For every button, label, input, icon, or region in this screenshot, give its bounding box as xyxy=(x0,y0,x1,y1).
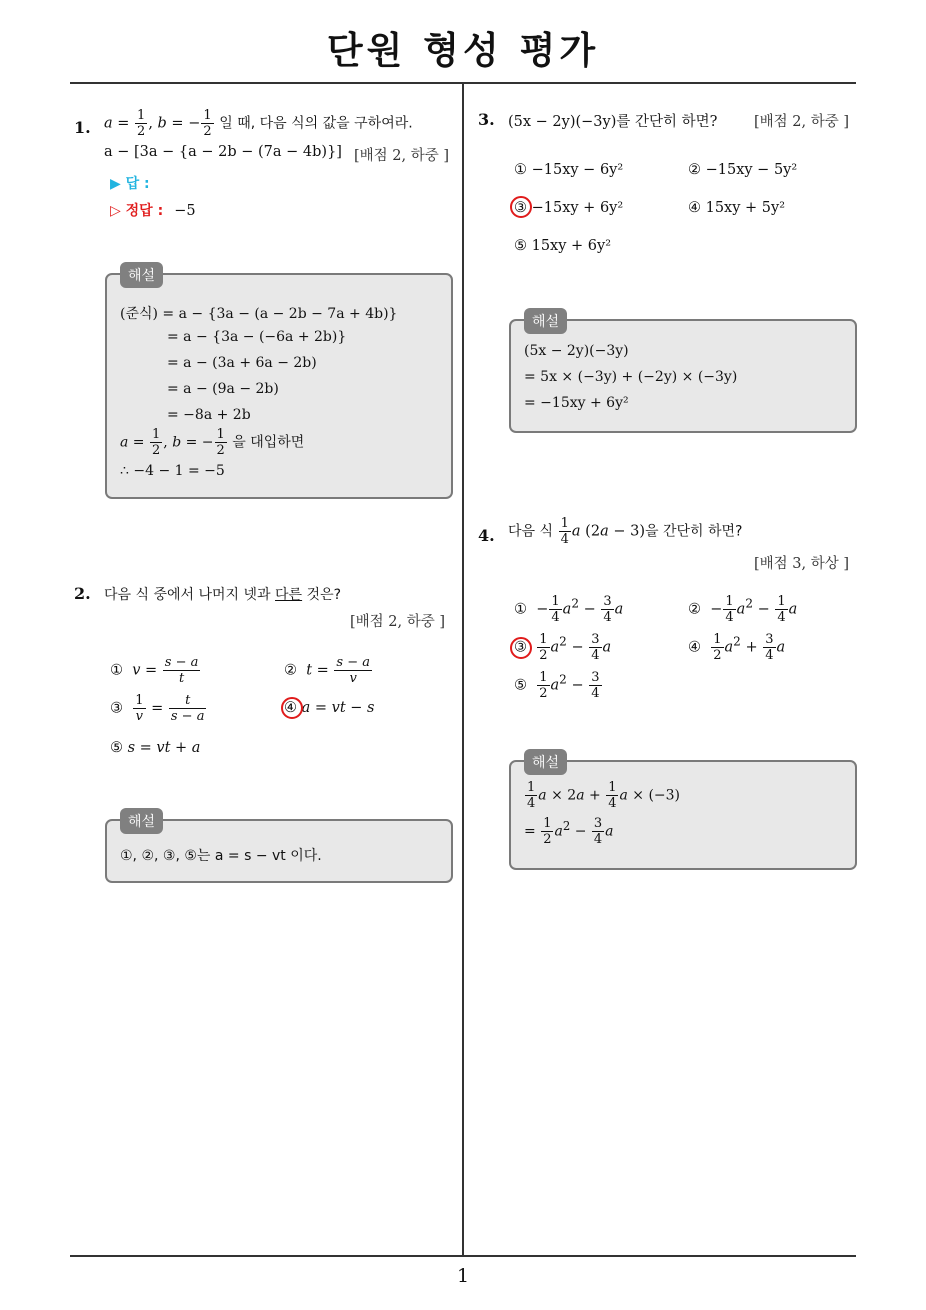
bottom-rule xyxy=(70,1255,856,1257)
q4-option-2: ② − $\frac{1}{4}$ $a^2$ − $\frac{1}{4}$ a xyxy=(688,594,798,625)
q2-option-3: ③ $\frac{1}{v}$ = $\frac{t}{s - a}$ xyxy=(110,693,205,724)
selected-answer-mark xyxy=(281,697,303,719)
question-1-expression: a − [3a − {a − 2b − (7a − 4b)}] xyxy=(104,144,342,160)
question-3-stem: (5x − 2y)(−3y)를 간단히 하면? xyxy=(508,114,718,130)
question-1-explanation-box xyxy=(105,273,453,499)
question-3-score: [배점 2, 하중 ] xyxy=(754,114,850,130)
q4-option-3: ③ $\frac{1}{2}$ $a^2$ − $\frac{3}{4}$ a xyxy=(514,632,612,663)
q2-option-2: ② t = $\frac{s - a}{v}$ xyxy=(284,655,371,686)
question-2-stem: 다음 식 중에서 나머지 넷과 다른 것은? xyxy=(104,587,342,603)
question-1-score: [배점 2, 하중 ] xyxy=(354,148,450,164)
question-1-number: 1. xyxy=(74,118,91,137)
q2-explain-line: ①, ②, ③, ⑤는 a = s − vt 이다. xyxy=(120,848,322,864)
explanation-tag: 해설 xyxy=(524,308,567,334)
correct-answer-label: ▷ 정답 : xyxy=(110,203,164,219)
q4-option-4: ④ $\frac{1}{2}$ $a^2$ + $\frac{3}{4}$ a xyxy=(688,632,786,663)
q1-explain-line: = a − (9a − 2b) xyxy=(167,381,279,397)
q3-explain-line: = −15xy + 6y² xyxy=(524,395,629,411)
q1-explain-line: = −8a + 2b xyxy=(167,407,251,423)
question-4-explanation-box xyxy=(509,760,857,870)
q2-option-5: ⑤ s = vt + a xyxy=(110,740,201,756)
explanation-tag: 해설 xyxy=(120,808,163,834)
q2-option-4: ④ a = vt − s xyxy=(284,700,375,716)
q1-explain-substitution: a = $\frac{1}{2}$ , b = − $\frac{1}{2}$ 을 대입하면 xyxy=(120,427,305,458)
correct-answer xyxy=(110,200,196,220)
q3-option-5: ⑤ 15xy + 6y² xyxy=(514,238,612,254)
question-1-stem: a = $\frac{1}{2}$ , b = − $\frac{1}{2}$ 일 때, 다음 식의 값을 구하여라. xyxy=(104,108,413,139)
question-3-explanation-box xyxy=(509,319,857,433)
q4-explain-line: $\frac{1}{4}$ a × 2a + $\frac{1}{4}$ a × (−3) xyxy=(527,780,681,811)
question-4-number: 4. xyxy=(478,526,495,545)
question-4-score: [배점 3, 하상 ] xyxy=(754,556,850,572)
question-3-number: 3. xyxy=(478,110,495,129)
q3-option-2: ② −15xy − 5y² xyxy=(688,162,798,178)
q1-explain-line: (준식) = a − {3a − (a − 2b − 7a + 4b)} xyxy=(120,306,398,322)
explanation-tag: 해설 xyxy=(524,749,567,775)
selected-answer-mark xyxy=(510,637,532,659)
page-title: 단원 형성 평가 xyxy=(326,29,600,72)
q2-option-1: ① v = $\frac{s - a}{t}$ xyxy=(110,655,199,686)
q3-option-1: ① −15xy − 6y² xyxy=(514,162,624,178)
q1-explain-line: ∴ −4 − 1 = −5 xyxy=(120,463,225,479)
q4-option-5: ⑤ $\frac{1}{2}$ $a^2$ − $\frac{3}{4}$ xyxy=(514,670,600,701)
page-number: 1 xyxy=(456,1265,470,1287)
question-4-stem: 다음 식 $\frac{1}{4}$ a (2a − 3)을 간단히 하면? xyxy=(508,516,743,547)
selected-answer-mark xyxy=(510,196,532,218)
q3-explain-line: (5x − 2y)(−3y) xyxy=(524,343,629,359)
correct-answer-value: −5 xyxy=(174,203,196,219)
q1-explain-line: = a − (3a + 6a − 2b) xyxy=(167,355,317,371)
column-divider xyxy=(462,84,464,1256)
q1-explain-line: = a − {3a − (−6a + 2b)} xyxy=(167,329,347,345)
answer-label: ▶ 답 : xyxy=(110,176,150,192)
q4-explain-line: = $\frac{1}{2}$ $a^2$ − $\frac{3}{4}$ a xyxy=(524,816,614,847)
q4-option-1: ① − $\frac{1}{4}$ $a^2$ − $\frac{3}{4}$ a xyxy=(514,594,624,625)
q3-option-3: ③ −15xy + 6y² xyxy=(514,200,624,216)
q3-option-4: ④ 15xy + 5y² xyxy=(688,200,786,216)
explanation-tag: 해설 xyxy=(120,262,163,288)
question-2-number: 2. xyxy=(74,584,91,603)
question-2-score: [배점 2, 하중 ] xyxy=(350,614,446,630)
q3-explain-line: = 5x × (−3y) + (−2y) × (−3y) xyxy=(524,369,738,385)
